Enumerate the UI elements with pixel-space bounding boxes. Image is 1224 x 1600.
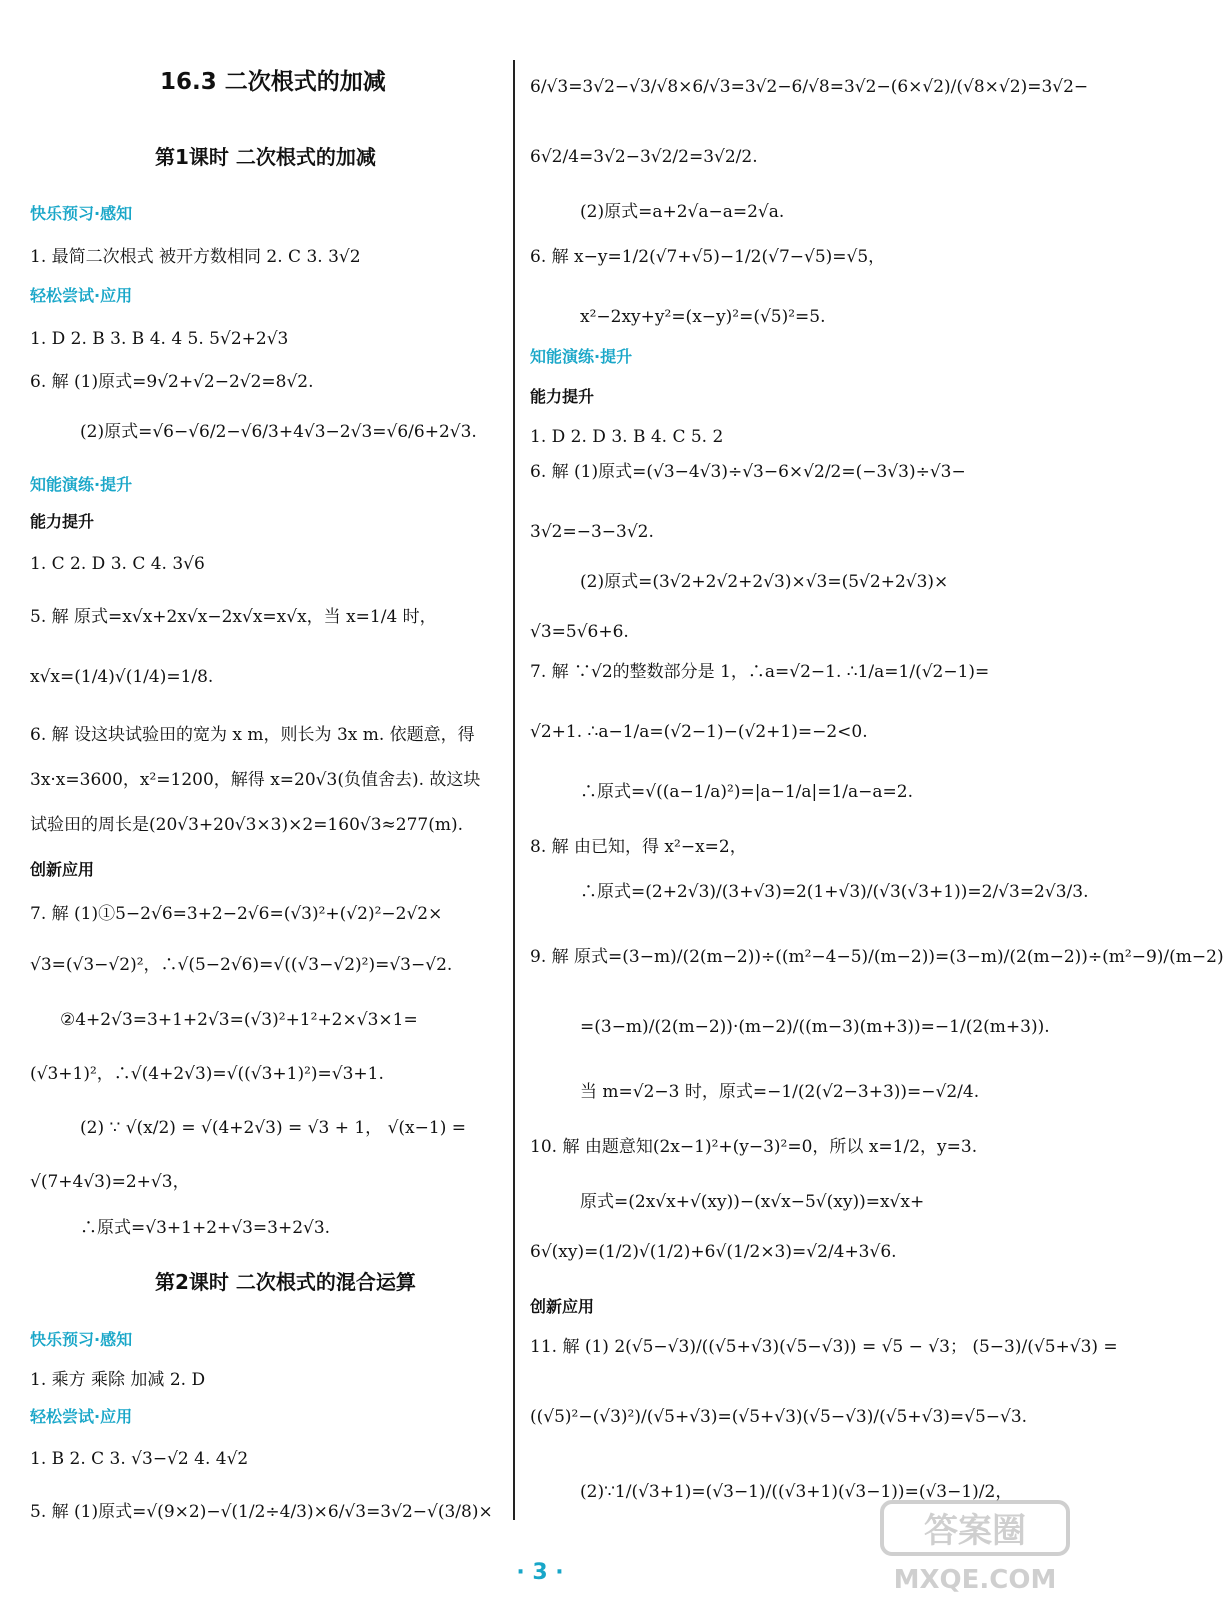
section-heading: 轻松尝试·应用 bbox=[30, 286, 133, 305]
answer-line: 7. 解 ∵√2的整数部分是 1，∴a=√2−1. ∴1/a=1/(√2−1)= bbox=[530, 662, 990, 682]
answer-line: 3√2=−3−3√2. bbox=[530, 522, 654, 542]
answer-line: ∴原式=√3+1+2+√3=3+2√3. bbox=[80, 1218, 331, 1238]
answer-line: 7. 解 (1)①5−2√6=3+2−2√6=(√3)²+(√2)²−2√2× bbox=[30, 904, 443, 924]
answer-line: 11. 解 (1) 2(√5−√3)/((√5+√3)(√5−√3)) = √5 − √3； (5−3)/(√5+√3) = bbox=[530, 1337, 1118, 1357]
section-heading: 快乐预习·感知 bbox=[30, 1330, 133, 1349]
section-heading: 快乐预习·感知 bbox=[30, 204, 133, 223]
answer-line: 1. 乘方 乘除 加减 2. D bbox=[30, 1370, 206, 1390]
answer-line: (2)原式=a+2√a−a=2√a. bbox=[580, 202, 785, 222]
answer-line: (2)∵1/(√3+1)=(√3−1)/((√3+1)(√3−1))=(√3−1)/2， bbox=[580, 1482, 1013, 1502]
answer-line: 1. 最简二次根式 被开方数相同 2. C 3. 3√2 bbox=[30, 247, 361, 267]
answer-line: 试验田的周长是(20√3+20√3×3)×2=160√3≈277(m). bbox=[30, 815, 464, 835]
lesson-title: 第1课时 二次根式的加减 bbox=[155, 145, 376, 169]
watermark-logo bbox=[880, 1500, 1070, 1595]
subsection-heading: 创新应用 bbox=[30, 860, 95, 879]
answer-line: 1. D 2. D 3. B 4. C 5. 2 bbox=[530, 427, 724, 447]
answer-line: 6. 解 (1)原式=(√3−4√3)÷√3−6×√2/2=(−3√3)÷√3− bbox=[530, 462, 966, 482]
answer-line: 10. 解 由题意知(2x−1)²+(y−3)²=0，所以 x=1/2，y=3. bbox=[530, 1137, 978, 1157]
answer-line: 6. 解 x−y=1/2(√7+√5)−1/2(√7−√5)=√5， bbox=[530, 247, 886, 267]
answer-line: √(7+4√3)=2+√3， bbox=[30, 1172, 190, 1192]
answer-line: ((√5)²−(√3)²)/(√5+√3)=(√5+√3)(√5−√3)/(√5+√3)=√5−√3. bbox=[530, 1407, 1028, 1427]
answer-line: 6. 解 (1)原式=9√2+√2−2√2=8√2. bbox=[30, 372, 314, 392]
answer-line: ∴原式=(2+2√3)/(3+√3)=2(1+√3)/(√3(√3+1))=2/√3=2√3/3. bbox=[580, 882, 1089, 902]
answer-line: 6/√3=3√2−√3/√8×6/√3=3√2−6/√8=3√2−(6×√2)/(√8×√2)=3√2− bbox=[530, 77, 1089, 97]
answer-line: ②4+2√3=3+1+2√3=(√3)²+1²+2×√3×1= bbox=[60, 1010, 418, 1030]
answer-line: 1. D 2. B 3. B 4. 4 5. 5√2+2√3 bbox=[30, 329, 289, 349]
section-heading: 知能演练·提升 bbox=[530, 347, 633, 366]
svg-text:答案圈: 答案圈 bbox=[924, 1511, 1026, 1551]
answer-line: √3=(√3−√2)²，∴√(5−2√6)=√((√3−√2)²)=√3−√2. bbox=[30, 955, 453, 975]
answer-line: ∴原式=√((a−1/a)²)=|a−1/a|=1/a−a=2. bbox=[580, 782, 914, 802]
section-heading: 知能演练·提升 bbox=[30, 475, 133, 494]
section-heading: 轻松尝试·应用 bbox=[30, 1407, 133, 1426]
subsection-heading: 能力提升 bbox=[530, 387, 595, 406]
answer-line: 9. 解 原式=(3−m)/(2(m−2))÷((m²−4−5)/(m−2))=(3−m)/(2(m−2))÷(m²−9)/(m−2) bbox=[530, 947, 1224, 967]
answer-line: x²−2xy+y²=(x−y)²=(√5)²=5. bbox=[580, 307, 826, 327]
subsection-heading: 创新应用 bbox=[530, 1297, 595, 1316]
answer-line: (2) ∵ √(x/2) = √(4+2√3) = √3 + 1， √(x−1) = bbox=[80, 1118, 466, 1138]
answer-line: =(3−m)/(2(m−2))·(m−2)/((m−3)(m+3))=−1/(2(m+3)). bbox=[580, 1017, 1050, 1037]
lesson-title: 第2课时 二次根式的混合运算 bbox=[155, 1270, 416, 1294]
answer-line: x√x=(1/4)√(1/4)=1/8. bbox=[30, 667, 214, 687]
answer-line: 5. 解 原式=x√x+2x√x−2x√x=x√x，当 x=1/4 时， bbox=[30, 607, 437, 627]
answer-line: 1. B 2. C 3. √3−√2 4. 4√2 bbox=[30, 1449, 249, 1469]
answer-line: 原式=(2x√x+√(xy))−(x√x−5√(xy))=x√x+ bbox=[580, 1192, 925, 1212]
answer-line: 1. C 2. D 3. C 4. 3√6 bbox=[30, 554, 205, 574]
answer-line: (√3+1)²，∴√(4+2√3)=√((√3+1)²)=√3+1. bbox=[30, 1064, 384, 1084]
answer-line: (2)原式=√6−√6/2−√6/3+4√3−2√3=√6/6+2√3. bbox=[80, 422, 477, 442]
answer-line: 当 m=√2−3 时，原式=−1/(2(√2−3+3))=−√2/4. bbox=[580, 1082, 980, 1102]
answer-line: 8. 解 由已知，得 x²−x=2， bbox=[530, 837, 747, 857]
answer-line: 6√(xy)=(1/2)√(1/2)+6√(1/2×3)=√2/4+3√6. bbox=[530, 1242, 897, 1262]
answer-line: 3x·x=3600，x²=1200，解得 x=20√3(负值舍去). 故这块 bbox=[30, 770, 481, 790]
svg-text:MXQE.COM: MXQE.COM bbox=[893, 1565, 1057, 1595]
column-divider bbox=[513, 60, 515, 1520]
subsection-heading: 能力提升 bbox=[30, 512, 95, 531]
answer-line: 6√2/4=3√2−3√2/2=3√2/2. bbox=[530, 147, 758, 167]
answer-line: √2+1. ∴a−1/a=(√2−1)−(√2+1)=−2<0. bbox=[530, 722, 868, 742]
answer-line: 6. 解 设这块试验田的宽为 x m，则长为 3x m. 依题意，得 bbox=[30, 725, 475, 745]
page-number: · 3 · bbox=[516, 1560, 564, 1585]
answer-line: 5. 解 (1)原式=√(9×2)−√(1/2÷4/3)×6/√3=3√2−√(3/8)× bbox=[30, 1502, 493, 1522]
chapter-title: 16.3 二次根式的加减 bbox=[160, 69, 386, 95]
answer-line: √3=5√6+6. bbox=[530, 622, 629, 642]
answer-line: (2)原式=(3√2+2√2+2√3)×√3=(5√2+2√3)× bbox=[580, 572, 949, 592]
